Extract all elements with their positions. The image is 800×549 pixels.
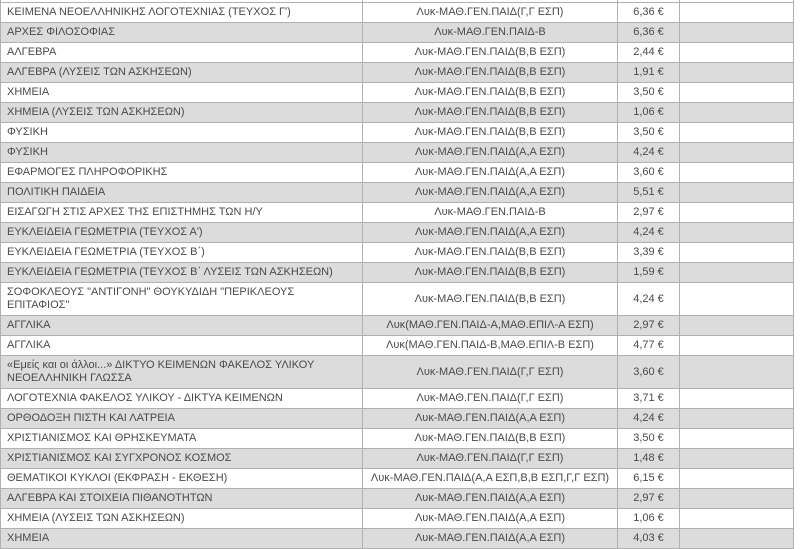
book-extra-cell xyxy=(680,449,794,469)
book-row xyxy=(1,336,794,356)
book-category-cell: Λυκ-ΜΑΘ.ΓΕΝ.ΠΑΙΔ(Α,Α ΕΣΠ) xyxy=(363,409,618,429)
book-row xyxy=(1,409,794,429)
book-table-body xyxy=(1,0,794,549)
book-title-cell: ΧΗΜΕΙΑ (ΛΥΣΕΙΣ ΤΩΝ ΑΣΚΗΣΕΩΝ) xyxy=(1,509,363,529)
book-category-cell: Λυκ-ΜΑΘ.ΓΕΝ.ΠΑΙΔ(Α,Α ΕΣΠ) xyxy=(363,489,618,509)
book-title-cell: ΑΛΓΕΒΡΑ ΚΑΙ ΣΤΟΙΧΕΙΑ ΠΙΘΑΝΟΤΗΤΩΝ xyxy=(1,489,363,509)
book-title-cell: ΕΙΣΑΓΩΓΗ ΣΤΙΣ ΑΡΧΕΣ ΤΗΣ ΕΠΙΣΤΗΜΗΣ ΤΩΝ Η/Υ xyxy=(1,203,363,223)
book-row xyxy=(1,389,794,409)
book-category-cell: Λυκ-ΜΑΘ.ΓΕΝ.ΠΑΙΔ(Β,Β ΕΣΠ) xyxy=(363,283,618,316)
book-extra-cell xyxy=(680,283,794,316)
book-price-cell: 6,36 € xyxy=(618,3,680,23)
book-extra-cell xyxy=(680,429,794,449)
book-price-cell: 1,06 € xyxy=(618,509,680,529)
book-price-cell: 3,60 € xyxy=(618,163,680,183)
book-extra-cell xyxy=(680,223,794,243)
book-category-cell: Λυκ-ΜΑΘ.ΓΕΝ.ΠΑΙΔ(Β,Β ΕΣΠ) xyxy=(363,243,618,263)
book-category-cell: Λυκ-ΜΑΘ.ΓΕΝ.ΠΑΙΔ(Α,Α ΕΣΠ) xyxy=(363,163,618,183)
book-row xyxy=(1,63,794,83)
book-extra-cell xyxy=(680,263,794,283)
book-row xyxy=(1,203,794,223)
book-title-cell: ΚΕΙΜΕΝΑ ΝΕΟΕΛΛΗΝΙΚΗΣ ΛΟΓΟΤΕΧΝΙΑΣ (ΤΕΥΧΟΣ Γ') xyxy=(1,3,363,23)
book-extra-cell xyxy=(680,23,794,43)
book-price-cell: 1,48 € xyxy=(618,449,680,469)
book-title-cell: «Εμείς και οι άλλοι...» ΔΙΚΤΥΟ ΚΕΙΜΕΝΩΝ ΦΑΚΕΛΟΣ ΥΛΙΚΟΥ ΝΕΟΕΛΛΗΝΙΚΗ ΓΛΩΣΣΑ xyxy=(1,356,363,389)
book-title-cell: ΕΥΚΛΕΙΔΕΙΑ ΓΕΩΜΕΤΡΙΑ (ΤΕΥΧΟΣ Β΄) xyxy=(1,243,363,263)
book-price-cell: 1,91 € xyxy=(618,63,680,83)
book-title-cell: ΟΡΘΟΔΟΞΗ ΠΙΣΤΗ ΚΑΙ ΛΑΤΡΕΙΑ xyxy=(1,409,363,429)
book-row xyxy=(1,429,794,449)
book-extra-cell xyxy=(680,489,794,509)
book-extra-cell xyxy=(680,103,794,123)
book-category-cell: Λυκ-ΜΑΘ.ΓΕΝ.ΠΑΙΔ(Γ,Γ ΕΣΠ) xyxy=(363,449,618,469)
book-row xyxy=(1,449,794,469)
book-category-cell: Λυκ-ΜΑΘ.ΓΕΝ.ΠΑΙΔ-Β xyxy=(363,203,618,223)
book-category-cell: Λυκ(ΜΑΘ.ΓΕΝ.ΠΑΙΔ-Β,ΜΑΘ.ΕΠΙΛ-Β ΕΣΠ) xyxy=(363,336,618,356)
book-row xyxy=(1,316,794,336)
book-price-cell: 4,24 € xyxy=(618,143,680,163)
book-title-cell: ΧΗΜΕΙΑ xyxy=(1,529,363,549)
book-price-cell: 4,77 € xyxy=(618,336,680,356)
book-price-cell: 4,24 € xyxy=(618,283,680,316)
book-title-cell: ΠΟΛΙΤΙΚΗ ΠΑΙΔΕΙΑ xyxy=(1,183,363,203)
book-price-cell: 4,24 € xyxy=(618,409,680,429)
book-title-cell: ΛΟΓΟΤΕΧΝΙΑ ΦΑΚΕΛΟΣ ΥΛΙΚΟΥ - ΔΙΚΤΥΑ ΚΕΙΜΕΝΩΝ xyxy=(1,389,363,409)
book-row xyxy=(1,143,794,163)
book-price-cell: 2,44 € xyxy=(618,43,680,63)
book-extra-cell xyxy=(680,529,794,549)
book-title-cell: ΕΦΑΡΜΟΓΕΣ ΠΛΗΡΟΦΟΡΙΚΗΣ xyxy=(1,163,363,183)
book-row xyxy=(1,103,794,123)
book-extra-cell xyxy=(680,63,794,83)
book-title-cell: ΦΥΣΙΚΗ xyxy=(1,143,363,163)
book-price-cell: 3,60 € xyxy=(618,356,680,389)
book-row xyxy=(1,83,794,103)
book-category-cell: Λυκ-ΜΑΘ.ΓΕΝ.ΠΑΙΔ(Α,Α ΕΣΠ) xyxy=(363,223,618,243)
book-price-cell: 2,97 € xyxy=(618,489,680,509)
book-row xyxy=(1,163,794,183)
book-row xyxy=(1,43,794,63)
book-price-cell: 3,50 € xyxy=(618,429,680,449)
book-row xyxy=(1,283,794,316)
book-category-cell: Λυκ-ΜΑΘ.ΓΕΝ.ΠΑΙΔ(Α,Α ΕΣΠ) xyxy=(363,183,618,203)
book-row xyxy=(1,123,794,143)
book-title-cell: ΧΗΜΕΙΑ (ΛΥΣΕΙΣ ΤΩΝ ΑΣΚΗΣΕΩΝ) xyxy=(1,103,363,123)
book-row xyxy=(1,23,794,43)
book-extra-cell xyxy=(680,316,794,336)
book-title-cell: ΧΡΙΣΤΙΑΝΙΣΜΟΣ ΚΑΙ ΣΥΓΧΡΟΝΟΣ ΚΟΣΜΟΣ xyxy=(1,449,363,469)
book-title-cell: ΑΓΓΛΙΚΑ xyxy=(1,316,363,336)
book-row xyxy=(1,223,794,243)
book-row xyxy=(1,489,794,509)
book-extra-cell xyxy=(680,183,794,203)
book-category-cell: Λυκ-ΜΑΘ.ΓΕΝ.ΠΑΙΔ-Β xyxy=(363,23,618,43)
book-extra-cell xyxy=(680,83,794,103)
book-category-cell: Λυκ-ΜΑΘ.ΓΕΝ.ΠΑΙΔ(Β,Β ΕΣΠ) xyxy=(363,123,618,143)
book-price-cell: 5,51 € xyxy=(618,183,680,203)
book-title-cell: ΑΛΓΕΒΡΑ xyxy=(1,43,363,63)
book-category-cell: Λυκ-ΜΑΘ.ΓΕΝ.ΠΑΙΔ(Β,Β ΕΣΠ) xyxy=(363,43,618,63)
book-category-cell: Λυκ-ΜΑΘ.ΓΕΝ.ΠΑΙΔ(Β,Β ΕΣΠ) xyxy=(363,63,618,83)
book-title-cell: ΕΥΚΛΕΙΔΕΙΑ ΓΕΩΜΕΤΡΙΑ (ΤΕΥΧΟΣ Β΄ ΛΥΣΕΙΣ ΤΩΝ ΑΣΚΗΣΕΩΝ) xyxy=(1,263,363,283)
book-extra-cell xyxy=(680,356,794,389)
book-extra-cell xyxy=(680,123,794,143)
book-row xyxy=(1,3,794,23)
book-category-cell: Λυκ-ΜΑΘ.ΓΕΝ.ΠΑΙΔ(Γ,Γ ΕΣΠ) xyxy=(363,3,618,23)
book-price-cell: 3,50 € xyxy=(618,123,680,143)
book-price-cell: 2,97 € xyxy=(618,316,680,336)
book-price-cell: 1,06 € xyxy=(618,103,680,123)
book-price-cell: 4,24 € xyxy=(618,223,680,243)
book-extra-cell xyxy=(680,43,794,63)
book-title-cell: ΧΗΜΕΙΑ xyxy=(1,83,363,103)
book-row xyxy=(1,356,794,389)
book-category-cell: Λυκ-ΜΑΘ.ΓΕΝ.ΠΑΙΔ(Β,Β ΕΣΠ) xyxy=(363,263,618,283)
book-price-cell: 1,59 € xyxy=(618,263,680,283)
book-category-cell: Λυκ-ΜΑΘ.ΓΕΝ.ΠΑΙΔ(Β,Β ΕΣΠ) xyxy=(363,83,618,103)
book-category-cell: Λυκ-ΜΑΘ.ΓΕΝ.ΠΑΙΔ(Α,Α ΕΣΠ) xyxy=(363,509,618,529)
book-extra-cell xyxy=(680,143,794,163)
book-row xyxy=(1,183,794,203)
book-price-cell: 3,50 € xyxy=(618,83,680,103)
book-row xyxy=(1,469,794,489)
book-price-cell: 3,39 € xyxy=(618,243,680,263)
book-extra-cell xyxy=(680,3,794,23)
book-title-cell: ΧΡΙΣΤΙΑΝΙΣΜΟΣ ΚΑΙ ΘΡΗΣΚΕΥΜΑΤΑ xyxy=(1,429,363,449)
book-extra-cell xyxy=(680,243,794,263)
book-extra-cell xyxy=(680,203,794,223)
book-row xyxy=(1,529,794,549)
book-extra-cell xyxy=(680,163,794,183)
book-row xyxy=(1,263,794,283)
book-extra-cell xyxy=(680,409,794,429)
book-category-cell: Λυκ-ΜΑΘ.ΓΕΝ.ΠΑΙΔ(Α,Α ΕΣΠ) xyxy=(363,143,618,163)
book-category-cell: Λυκ-ΜΑΘ.ΓΕΝ.ΠΑΙΔ(Γ,Γ ΕΣΠ) xyxy=(363,356,618,389)
book-category-cell: Λυκ(ΜΑΘ.ΓΕΝ.ΠΑΙΔ-Α,ΜΑΘ.ΕΠΙΛ-Α ΕΣΠ) xyxy=(363,316,618,336)
book-row xyxy=(1,509,794,529)
book-title-cell: ΑΓΓΛΙΚΑ xyxy=(1,336,363,356)
book-category-cell: Λυκ-ΜΑΘ.ΓΕΝ.ΠΑΙΔ(Γ,Γ ΕΣΠ) xyxy=(363,389,618,409)
book-price-cell: 4,03 € xyxy=(618,529,680,549)
book-price-cell: 6,15 € xyxy=(618,469,680,489)
book-title-cell: ΑΛΓΕΒΡΑ (ΛΥΣΕΙΣ ΤΩΝ ΑΣΚΗΣΕΩΝ) xyxy=(1,63,363,83)
book-extra-cell xyxy=(680,509,794,529)
book-title-cell: ΕΥΚΛΕΙΔΕΙΑ ΓΕΩΜΕΤΡΙΑ (ΤΕΥΧΟΣ Α') xyxy=(1,223,363,243)
book-title-cell: ΦΥΣΙΚΗ xyxy=(1,123,363,143)
book-extra-cell xyxy=(680,469,794,489)
book-row xyxy=(1,243,794,263)
book-title-cell: ΘΕΜΑΤΙΚΟΙ ΚΥΚΛΟΙ (ΕΚΦΡΑΣΗ - ΕΚΘΕΣΗ) xyxy=(1,469,363,489)
book-extra-cell xyxy=(680,336,794,356)
book-price-cell: 6,36 € xyxy=(618,23,680,43)
book-title-cell: ΣΟΦΟΚΛΕΟΥΣ "ΑΝΤΙΓΟΝΗ" ΘΟΥΚΥΔΙΔΗ "ΠΕΡΙΚΛΕΟΥΣ ΕΠΙΤΑΦΙΟΣ" xyxy=(1,283,363,316)
book-extra-cell xyxy=(680,389,794,409)
book-category-cell: Λυκ-ΜΑΘ.ΓΕΝ.ΠΑΙΔ(Β,Β ΕΣΠ) xyxy=(363,103,618,123)
book-category-cell: Λυκ-ΜΑΘ.ΓΕΝ.ΠΑΙΔ(Α,Α ΕΣΠ) xyxy=(363,529,618,549)
book-price-cell: 3,71 € xyxy=(618,389,680,409)
book-title-cell: ΑΡΧΕΣ ΦΙΛΟΣΟΦΙΑΣ xyxy=(1,23,363,43)
book-category-cell: Λυκ-ΜΑΘ.ΓΕΝ.ΠΑΙΔ(Α,Α ΕΣΠ,Β,Β ΕΣΠ,Γ,Γ ΕΣΠ) xyxy=(363,469,618,489)
book-category-cell: Λυκ-ΜΑΘ.ΓΕΝ.ΠΑΙΔ(Β,Β ΕΣΠ) xyxy=(363,429,618,449)
book-price-cell: 2,97 € xyxy=(618,203,680,223)
